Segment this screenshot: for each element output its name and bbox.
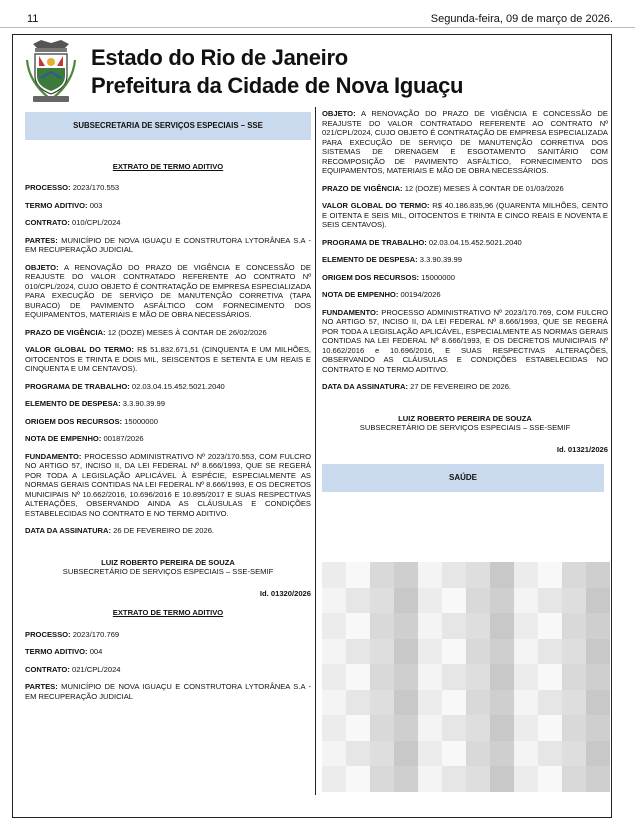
field-paragraph: [322, 184, 608, 194]
redaction-pixel: [418, 613, 442, 639]
field-paragraph: [25, 345, 311, 374]
redaction-pixel: [418, 766, 442, 792]
field-label: ELEMENTO DE DESPESA:: [322, 255, 418, 264]
redaction-pixel: [466, 588, 490, 614]
redaction-pixel: [514, 664, 538, 690]
field-paragraph: [25, 665, 311, 675]
redaction-pixel: [442, 715, 466, 741]
redaction-pixel: [586, 588, 610, 614]
field-value: 15000000: [419, 272, 455, 282]
redaction-pixel: [538, 690, 562, 716]
redaction-pixel: [538, 664, 562, 690]
field-paragraph: [25, 647, 311, 657]
redaction-pixel: [466, 715, 490, 741]
field-value: MUNICÍPIO DE NOVA IGUAÇU E CONSTRUTORA LYTORÂNEA S.A - EM RECUPERAÇÃO JUDICIAL: [25, 682, 311, 701]
redaction-pixel: [370, 715, 394, 741]
field-value: R$ 51.832.671,51 (CINQUENTA E UM MILHÕES, OITOCENTOS E TRINTA E DOIS MIL, SEISCENTOS E SETENTA E UM REAIS E CINQUENTA E UM CENTAVOS).: [25, 345, 311, 373]
page-date: Segunda-feira, 09 de março de 2026.: [430, 13, 613, 25]
field-value: 3.3.90.39.99: [120, 399, 165, 408]
redaction-pixel: [562, 741, 586, 767]
signer-role: SUBSECRETÁRIO DE SERVIÇOS ESPECIAIS – SSE-SEMIF: [62, 567, 274, 576]
document-id-1: Id. 01320/2026: [259, 588, 311, 598]
redaction-pixel: [490, 664, 514, 690]
field-value: 00194/2026: [398, 290, 441, 299]
header-state: Estado do Rio de Janeiro: [91, 45, 348, 70]
field-label: PARTES:: [25, 682, 58, 691]
redaction-pixel: [538, 613, 562, 639]
redaction-pixel: [466, 741, 490, 767]
redaction-pixel: [514, 562, 538, 588]
redaction-pixel: [562, 613, 586, 639]
redaction-pixel: [418, 639, 442, 665]
header-city: Prefeitura da Cidade de Nova Iguaçu: [91, 73, 464, 98]
field-label: OBJETO:: [322, 109, 356, 118]
redaction-pixel: [346, 664, 370, 690]
redaction-pixel: [514, 613, 538, 639]
redaction-pixel: [322, 715, 346, 741]
field-paragraph: [322, 255, 608, 265]
field-paragraph: [322, 201, 608, 230]
field-paragraph: [322, 273, 608, 283]
field-label: FUNDAMENTO:: [25, 451, 82, 461]
redaction-pixel: [538, 562, 562, 588]
field-label: OBJETO:: [25, 262, 59, 272]
field-value: 00187/2026: [101, 434, 144, 443]
section-band-sse: SUBSECRETARIA DE SERVIÇOS ESPECIAIS – SSE: [25, 112, 311, 140]
redaction-pixel: [370, 741, 394, 767]
redaction-pixel: [466, 690, 490, 716]
redaction-pixel: [562, 562, 586, 588]
redaction-pixel: [586, 690, 610, 716]
redaction-pixel: [490, 639, 514, 665]
field-value: 004: [87, 647, 103, 656]
field-value: 15000000: [122, 416, 158, 426]
redaction-pixel: [442, 664, 466, 690]
redaction-pixel: [346, 562, 370, 588]
field-label: FUNDAMENTO:: [322, 307, 379, 317]
redaction-pixel: [346, 766, 370, 792]
field-label: TERMO ADITIVO:: [25, 200, 88, 210]
redaction-pixel: [466, 639, 490, 665]
redaction-pixel: [538, 588, 562, 614]
field-value: 003: [87, 200, 103, 210]
redaction-pixel: [538, 766, 562, 792]
field-paragraph: [322, 290, 608, 300]
redaction-pixel: [322, 613, 346, 639]
redaction-pixel: [490, 613, 514, 639]
redaction-pixel: [394, 562, 418, 588]
field-paragraph: [25, 183, 311, 193]
redaction-pixel: [586, 741, 610, 767]
redaction-pixel: [442, 613, 466, 639]
field-label: TERMO ADITIVO:: [25, 647, 88, 656]
field-label: PROGRAMA DE TRABALHO:: [25, 381, 130, 391]
signer-name: LUIZ ROBERTO PEREIRA DE SOUZA: [101, 557, 235, 567]
redaction-pixel: [346, 715, 370, 741]
document-id-2: Id. 01321/2026: [556, 444, 608, 454]
redaction-pixel: [418, 588, 442, 614]
redaction-pixel: [346, 690, 370, 716]
extract-1-fields: [25, 183, 311, 536]
redaction-pixel: [586, 613, 610, 639]
field-value: 010/CPL/2024: [69, 218, 121, 227]
redaction-pixel: [490, 741, 514, 767]
redaction-pixel: [466, 664, 490, 690]
field-label: ELEMENTO DE DESPESA:: [25, 399, 121, 408]
redaction-pixel: [394, 766, 418, 792]
redaction-pixel: [394, 613, 418, 639]
redaction-pixel: [418, 690, 442, 716]
extract-title-2: EXTRATO DE TERMO ADITIVO: [112, 608, 224, 617]
redaction-pixel: [562, 766, 586, 792]
field-label: CONTRATO:: [25, 218, 70, 227]
redaction-pixel: [466, 613, 490, 639]
column-divider: [315, 107, 316, 795]
redaction-pixel: [394, 664, 418, 690]
redaction-pixel: [562, 588, 586, 614]
field-paragraph: [25, 630, 311, 640]
field-paragraph: [25, 452, 311, 519]
field-value: MUNICÍPIO DE NOVA IGUAÇU E CONSTRUTORA LYTORÂNEA S.A - EM RECUPERAÇÃO JUDICIAL: [25, 235, 311, 254]
redaction-pixel: [586, 639, 610, 665]
redaction-pixel: [562, 664, 586, 690]
redaction-pixel: [370, 613, 394, 639]
redaction-pixel: [322, 562, 346, 588]
redaction-pixel: [394, 741, 418, 767]
field-label: PROCESSO:: [25, 183, 71, 192]
field-label: PRAZO DE VIGÊNCIA:: [322, 183, 403, 193]
redaction-pixel: [394, 690, 418, 716]
field-value: 2023/170.553: [70, 183, 120, 192]
redaction-pixel: [394, 588, 418, 614]
redaction-pixel: [442, 588, 466, 614]
redaction-pixel: [586, 715, 610, 741]
redaction-pixel: [586, 664, 610, 690]
field-paragraph: [25, 382, 311, 392]
redaction-pixel: [346, 639, 370, 665]
redaction-pixel: [370, 639, 394, 665]
redaction-pixel: [322, 588, 346, 614]
field-paragraph: [322, 382, 608, 392]
field-value: 3.3.90.39.99: [417, 255, 462, 264]
redaction-pixel: [442, 690, 466, 716]
redaction-pixel: [514, 741, 538, 767]
redaction-pixel: [346, 588, 370, 614]
redaction-pixel: [538, 639, 562, 665]
field-value: A RENOVAÇÃO DO PRAZO DE VIGÊNCIA E CONCESSÃO DE REAJUSTE DO VALOR CONTRATADO REFERENTE AO CONTRATO Nº 010/CPL/2024, CUJO OBJETO É CONTRATAÇÃO DE EMPRESA ESPECIALIZADA PARA EXECUÇÃO DE SERVIÇO DE MANUTENÇÃO CORRETIVA (TAPA BURACO) DE PAVIMENTO ASFÁLTICO COM FORNECIMENTO DOS EQUIPAMENTOS, MATERIAIS E MÃO DE OBRA NECESSÁRIOS.: [25, 262, 311, 319]
field-paragraph: [25, 236, 311, 255]
redaction-pixel: [562, 639, 586, 665]
redacted-content-image: [322, 562, 610, 792]
field-paragraph: [322, 308, 608, 375]
field-label: ORIGEM DOS RECURSOS:: [322, 272, 420, 282]
redaction-pixel: [346, 613, 370, 639]
field-label: DATA DA ASSINATURA:: [322, 382, 409, 391]
field-label: DATA DA ASSINATURA:: [25, 526, 112, 535]
field-label: VALOR GLOBAL DO TERMO:: [25, 345, 134, 354]
field-label: ORIGEM DOS RECURSOS:: [25, 416, 123, 426]
redaction-pixel: [466, 562, 490, 588]
redaction-pixel: [370, 588, 394, 614]
field-paragraph: [25, 417, 311, 427]
redaction-pixel: [562, 715, 586, 741]
redaction-pixel: [514, 588, 538, 614]
redaction-pixel: [442, 562, 466, 588]
redaction-pixel: [322, 766, 346, 792]
extract-2-continued-fields: [322, 109, 608, 392]
redaction-pixel: [322, 664, 346, 690]
signature-block-2: [322, 414, 608, 433]
extract-title-1: EXTRATO DE TERMO ADITIVO: [112, 161, 224, 171]
field-value: R$ 40.186.835,96 (QUARENTA MILHÕES, CENTO E OITENTA E SEIS MIL, OITOCENTOS E TRINTA E CINCO REAIS E NOVENTA E SEIS CENTAVOS).: [322, 201, 608, 229]
field-label: CONTRATO:: [25, 664, 70, 674]
field-paragraph: [25, 201, 311, 211]
field-paragraph: [25, 218, 311, 228]
redaction-pixel: [442, 741, 466, 767]
field-paragraph: [25, 434, 311, 444]
field-value: 2023/170.769: [70, 629, 120, 639]
redaction-pixel: [394, 639, 418, 665]
redaction-pixel: [538, 715, 562, 741]
redaction-pixel: [514, 766, 538, 792]
field-paragraph: [25, 399, 311, 409]
field-value: 02.03.04.15.452.5021.2040: [426, 237, 522, 247]
page-number: 11: [27, 13, 39, 25]
redaction-pixel: [346, 741, 370, 767]
redaction-pixel: [322, 690, 346, 716]
field-paragraph: [25, 263, 311, 320]
redaction-pixel: [370, 690, 394, 716]
redaction-pixel: [514, 690, 538, 716]
redaction-pixel: [442, 639, 466, 665]
field-label: VALOR GLOBAL DO TERMO:: [322, 201, 430, 210]
field-value: 02.03.04.15.452.5021.2040: [129, 381, 225, 391]
field-value: 12 (DOZE) MESES À CONTAR DE 26/02/2026: [105, 327, 267, 337]
signature-block-1: [25, 558, 311, 577]
redaction-pixel: [514, 639, 538, 665]
top-rule: [0, 27, 635, 28]
field-label: PRAZO DE VIGÊNCIA:: [25, 327, 106, 337]
field-paragraph: [25, 526, 311, 536]
field-paragraph: [322, 109, 608, 176]
redaction-pixel: [490, 690, 514, 716]
redaction-pixel: [418, 741, 442, 767]
redaction-pixel: [490, 715, 514, 741]
field-value: 12 (DOZE) MESES À CONTAR DE 01/03/2026: [402, 183, 564, 193]
coat-of-arms-icon: [25, 38, 77, 104]
right-column: [322, 109, 608, 492]
redaction-pixel: [370, 766, 394, 792]
field-paragraph: [322, 238, 608, 248]
field-value: PROCESSO ADMINISTRATIVO Nº 2023/170.769, COM FULCRO NO ARTIGO 57, INCISO II, DA LEI FEDERAL Nº 8.666/1993, QUE SE REGERÁ POR TODA A LEGISLAÇÃO APLICÁVEL, ESPECIALMENTE AS NORMAS GERAIS CONTIDAS NA LEI FEDERAL Nº 8.666/1993, E OS DECRETOS MUNICIPAIS Nº 10.662/2016 e 10.696/2016, E SUAS RESPECTIVAS ALTERAÇÕES, OBSERVANDO AS CLÁUSULAS E CONDIÇÕES ESTABELECIDAS NO CONTRATO E NO TERMO ADITIVO.: [322, 307, 608, 374]
redaction-pixel: [490, 588, 514, 614]
field-label: PARTES:: [25, 235, 58, 245]
section-band-saude: SAÚDE: [322, 464, 604, 492]
field-value: PROCESSO ADMINISTRATIVO Nº 2023/170.553, COM FULCRO NO ARTIGO 57, INCISO II, DA LEI FEDERAL Nº 8.666/1993, QUE SE REGERÁ POR TODA A LEGISLAÇÃO APLICÁVEL À ESPÉCIE, ESPECIALMENTE AS NORMAS GERAIS CONTIDAS NA LEI FEDERAL Nº 8.666/1993, E OS DECRETOS MUNICIPAIS Nº 10.662/2016, 10.696/2016 E 10.895/2017 E SUAS RESPECTIVAS ALTERAÇÕES, OBSERVANDO AINDA AS CLÁUSULAS E CONDIÇÕES ESTABELECIDAS NO CONTRATO E NO TERMO ADITIVO.: [25, 451, 311, 518]
redaction-pixel: [322, 741, 346, 767]
redaction-pixel: [514, 715, 538, 741]
field-paragraph: [25, 682, 311, 701]
redaction-pixel: [370, 562, 394, 588]
redaction-pixel: [322, 639, 346, 665]
field-value: A RENOVAÇÃO DO PRAZO DE VIGÊNCIA E CONCESSÃO DE REAJUSTE DO VALOR CONTRATADO REFERENTE AO CONTRATO Nº 021/CPL/2024, CUJO OBJETO É CONTRATAÇÃO DE EMPRESA ESPECIALIZADA PARA EXECUÇÃO DE SERVIÇO DE MANUTENÇÃO CORRETIVA DOS SISTEMAS DE DRENAGEM E ESGOTAMENTO SANITÁRIO COM RECOMPOSIÇÃO DE PAVIMENTO ASFÁLTICO, FORNECIMENTO DOS EQUIPAMENTOS, MATERIAIS E MÃO DE OBRA NECESSÁRIOS.: [322, 109, 608, 175]
field-value: 021/CPL/2024: [69, 664, 121, 674]
redaction-pixel: [466, 766, 490, 792]
left-column: [25, 112, 311, 709]
field-label: NOTA DE EMPENHO:: [322, 290, 399, 299]
redaction-pixel: [394, 715, 418, 741]
field-value: 27 DE FEVEREIRO DE 2026.: [408, 382, 512, 391]
redaction-pixel: [490, 766, 514, 792]
redaction-pixel: [562, 690, 586, 716]
field-value: 26 DE FEVEREIRO DE 2026.: [111, 526, 215, 535]
field-label: PROCESSO:: [25, 629, 71, 639]
redaction-pixel: [442, 766, 466, 792]
field-label: PROGRAMA DE TRABALHO:: [322, 237, 427, 247]
redaction-pixel: [418, 562, 442, 588]
signer-role: SUBSECRETÁRIO DE SERVIÇOS ESPECIAIS – SSE-SEMIF: [359, 423, 571, 432]
redaction-pixel: [586, 562, 610, 588]
redaction-pixel: [418, 715, 442, 741]
field-paragraph: [25, 328, 311, 338]
redaction-pixel: [490, 562, 514, 588]
signer-name: LUIZ ROBERTO PEREIRA DE SOUZA: [398, 413, 532, 423]
extract-2-fields: [25, 630, 311, 702]
field-label: NOTA DE EMPENHO:: [25, 434, 102, 443]
redaction-pixel: [370, 664, 394, 690]
redaction-pixel: [586, 766, 610, 792]
redaction-pixel: [418, 664, 442, 690]
redaction-pixel: [538, 741, 562, 767]
